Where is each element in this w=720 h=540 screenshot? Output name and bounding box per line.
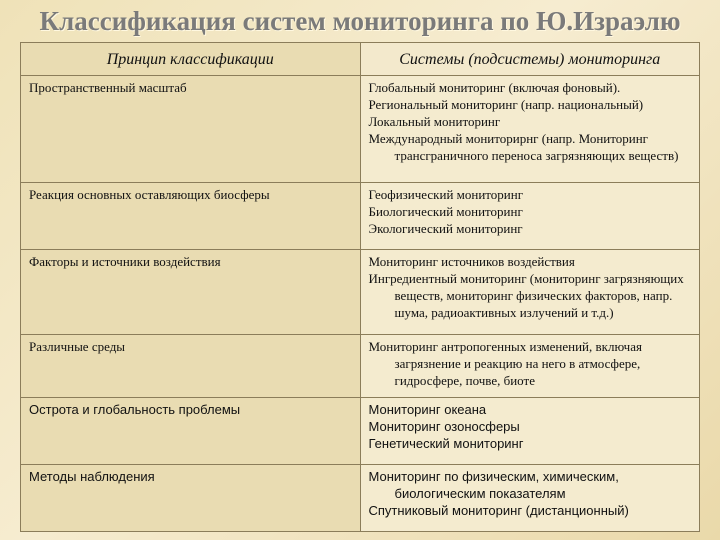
principle-cell (21, 250, 361, 335)
systems-cell (360, 335, 700, 398)
principle-cell (21, 398, 361, 465)
systems-cell (360, 250, 700, 335)
system-item: Мониторинг озоносферы (368, 419, 520, 434)
table-row (21, 398, 700, 465)
system-item: Региональный мониторинг (напр. национальный) (368, 97, 644, 112)
system-item: Биологический мониторинг (368, 204, 523, 219)
principle-cell (21, 465, 361, 532)
system-item: Мониторинг океана (368, 402, 487, 417)
system-item: Экологический мониторинг (368, 221, 523, 236)
principle-text: Реакция основных оставляющих биосферы (29, 187, 270, 202)
table-row (21, 465, 700, 532)
principle-text: Острота и глобальность проблемы (29, 402, 241, 417)
system-item: Мониторинг источников воздействия (368, 254, 575, 269)
header-row (21, 43, 700, 76)
principle-text: Методы наблюдения (29, 469, 155, 484)
system-item: Локальный мониторинг (368, 114, 501, 129)
table-row (21, 76, 700, 183)
system-item: Ингредиентный мониторинг (мониторинг загрязняющих веществ, мониторинг физических факторов, напр. шума, радиоактивных излучений и т.д.) (368, 271, 684, 320)
slide-title: Классификация систем мониторинга по Ю.Израэлю (39, 6, 681, 36)
table-row (21, 183, 700, 250)
table-row (21, 335, 700, 398)
principle-cell (21, 335, 361, 398)
header-principle: Принцип классификации (21, 43, 361, 76)
system-item: Спутниковый мониторинг (дистанционный) (368, 503, 629, 518)
principle-text: Факторы и источники воздействия (29, 254, 221, 269)
table-row (21, 250, 700, 335)
system-item: Глобальный мониторинг (включая фоновый). (368, 80, 621, 95)
systems-cell (360, 398, 700, 465)
system-item: Международный мониторирнг (напр. Мониторинг трансграничного переноса загрязняющих веществ) (368, 131, 679, 163)
principle-text: Пространственный масштаб (29, 80, 187, 95)
system-item: Геофизический мониторинг (368, 187, 524, 202)
principle-cell (21, 183, 361, 250)
systems-cell (360, 465, 700, 532)
system-item: Генетический мониторинг (368, 436, 524, 451)
systems-cell (360, 183, 700, 250)
system-item: Мониторинг по физическим, химическим, биологическим показателям (368, 469, 619, 501)
systems-cell (360, 76, 700, 183)
header-systems: Системы (подсистемы) мониторинга (360, 43, 700, 76)
principle-cell (21, 76, 361, 183)
system-item: Мониторинг антропогенных изменений, включая загрязнение и реакцию на него в атмосфере, гидросфере, почве, биоте (368, 339, 642, 388)
principle-text: Различные среды (29, 339, 126, 354)
classification-table (20, 42, 700, 532)
